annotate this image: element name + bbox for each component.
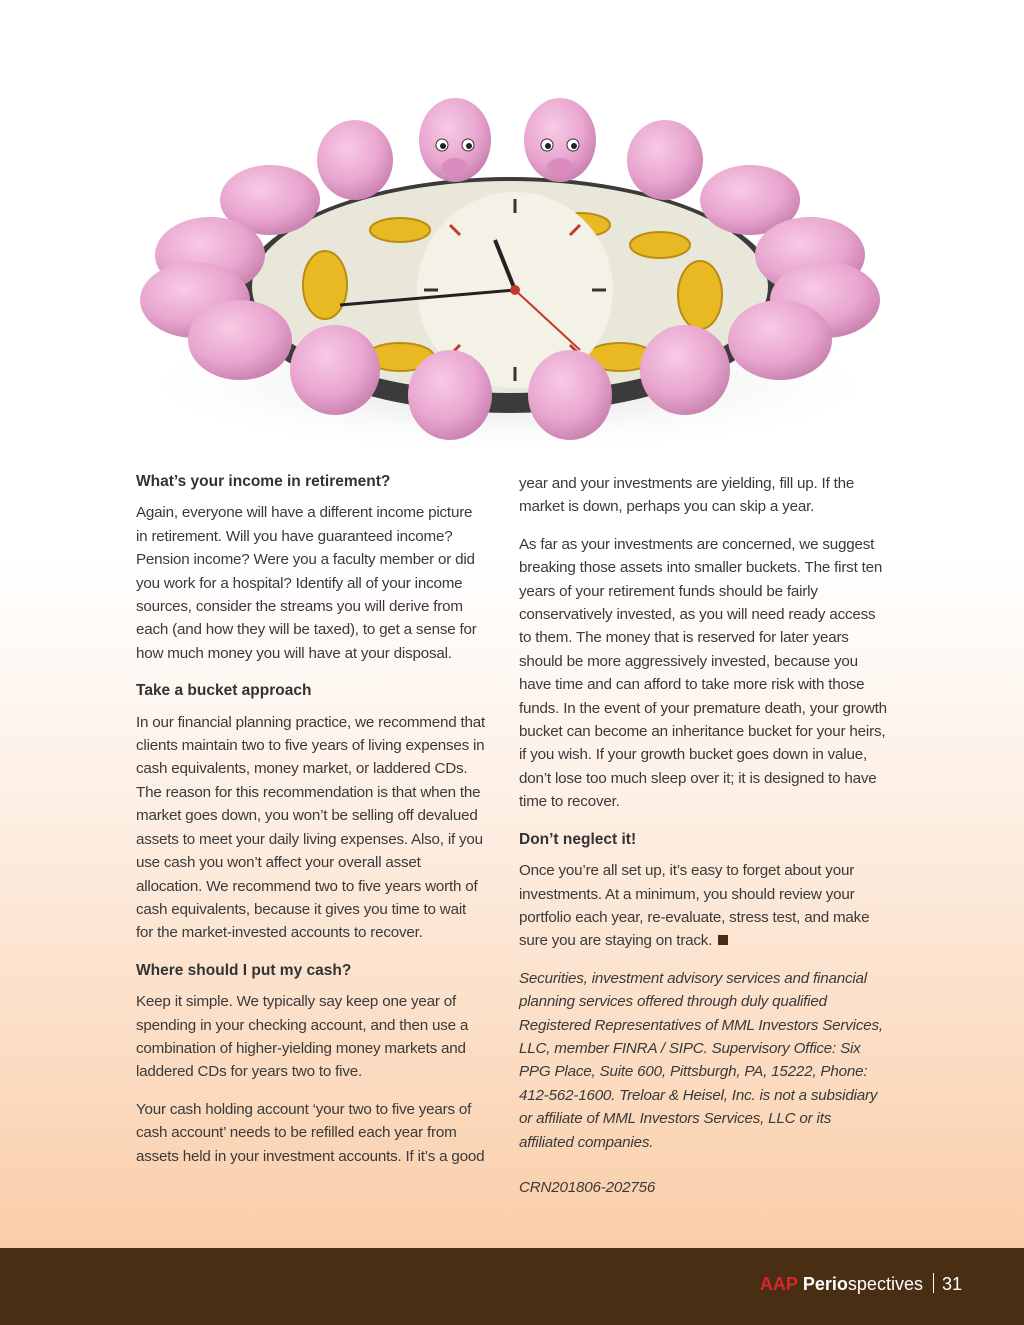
paragraph-fill-up: year and your investments are yielding, fill up. If the market is down, perhaps you can skip a year. [519,475,855,516]
end-of-article-square-icon [718,935,728,945]
paragraph-stay-on-track [519,859,889,953]
stay-on-track-text: Once you’re all set up, it’s easy to forget about your investments. At a minimum, you should review your portfolio each year, re-evaluate, stress test, and make sure you are staying on track. [519,862,870,950]
page-number: 31 [941,1274,962,1294]
heading-dont-neglect-it: Don’t neglect it! [519,830,637,848]
heading-income-in-retirement: What’s your income in retirement? [136,473,391,490]
brand-aap: AAP [759,1274,798,1294]
footer-branding [760,1273,962,1295]
paragraph-bucket-approach: In our financial planning practice, we recommend that clients maintain two to five years of living expenses in cash equivalents, money market, or laddered CDs. The reason for this recommendation is that when the market goes down, you won’t be selling off devalued assets to meet your daily living expenses. Also, if you use cash you won’t affect your overall asset allocation. We recommend two to five years worth of cash equivalents, because it gives you time to wait for the market-invested accounts to recover. [136,713,486,942]
pig-snouts [442,158,573,176]
paragraph-keep-it-simple: Keep it simple. We typically say keep one year of spending in your checking account, and then use a combination of higher-yielding money markets and laddered CDs for years two to five. [136,993,469,1081]
left-column [136,470,486,1182]
piggy-clock-svg [100,95,920,455]
paragraph-smaller-buckets: As far as your investments are concerned, we suggest breaking those assets into smaller buckets. The first ten years of your retirement funds should be fairly conservatively invested, as you will need ready access to them. The money that is reserved for later years should be more aggressively invested, because you have time and can afford to take more risk with those funds. In the event of your premature death, your growth bucket can become an inheritance bucket for your heirs, if you wish. If your growth bucket goes down in value, don’t lose too much sleep over it; it is designed to have time to recover. [519,535,887,811]
heading-bucket-approach: Take a bucket approach [136,682,312,700]
securities-disclaimer: Securities, investment advisory services and financial planning services offered through duly qualified Registered Representatives of MML Investors Services, LLC, member FINRA / SIPC. Supervisory Office: Six PPG Place, Suite 600, Pittsburgh, PA, 15222, Phone: 412-562-1600. Treloar & Heisel, Inc. is not a subsidiary or affiliate of MML Investors Services, LLC or its affiliated companies. [519,969,883,1151]
paragraph-income-picture: Again, everyone will have a different income picture in retirement. Will you have guaranteed income? Pension income? Were you a faculty member or did you work for a hospital? Identify all of your income sources, consider the streams you will derive from each (and how they will be taxed), to get a sense for how much money you will have at your disposal. [136,504,477,662]
piggy-banks-around-clock-illustration [100,95,920,455]
footer-separator [933,1273,934,1293]
heading-where-put-cash: Where should I put my cash? [136,961,352,979]
brand-spectives: spectives [847,1274,923,1294]
crn-number: CRN201806-202756 [519,1178,656,1196]
right-column [519,472,889,1213]
brand-perio: Perio [802,1274,848,1294]
paragraph-cash-holding-account: Your cash holding account ‘your two to five years of cash account’ needs to be refilled each year from assets held in your investment accounts. If it’s a good [136,1100,485,1165]
